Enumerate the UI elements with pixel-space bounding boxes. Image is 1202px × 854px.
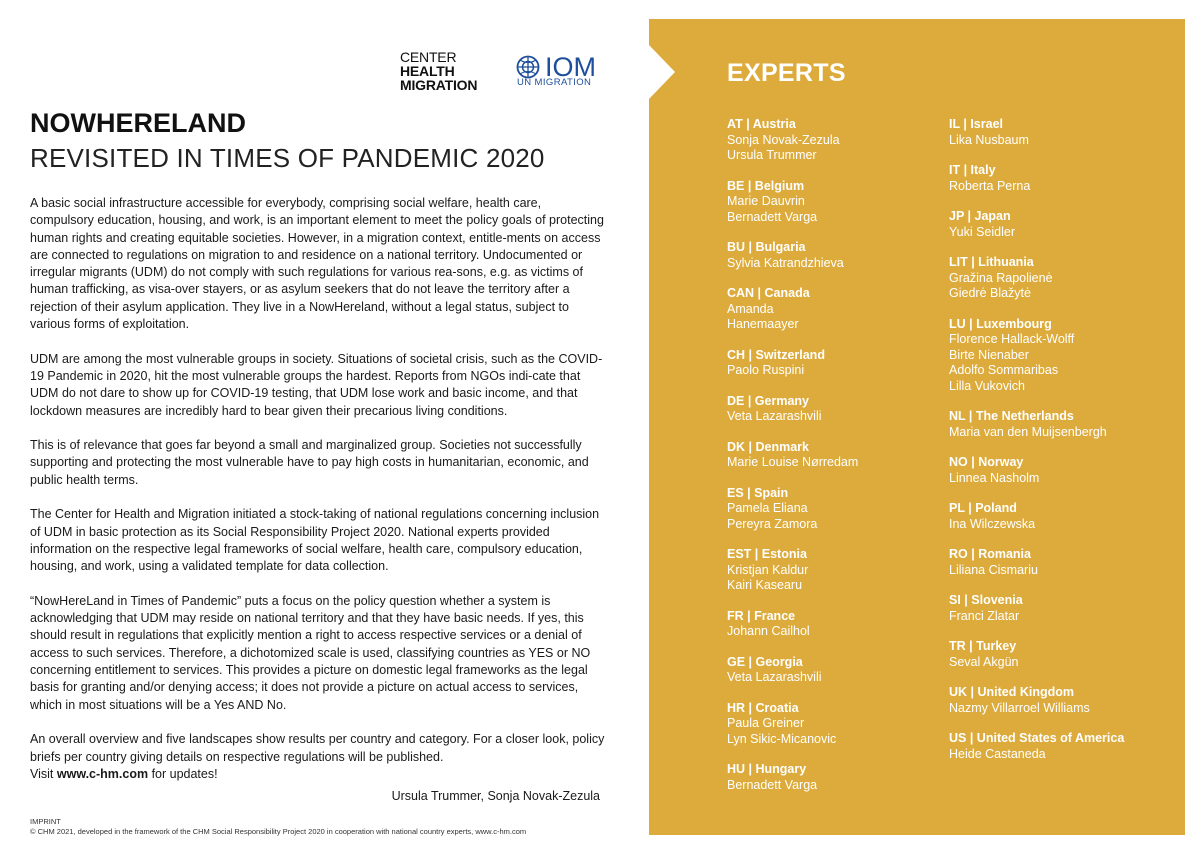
country-name: DK | Denmark bbox=[727, 439, 809, 454]
country-entry bbox=[949, 639, 1169, 670]
expert-name: Lilla Vukovich bbox=[949, 378, 1025, 393]
country-entry bbox=[949, 117, 1169, 148]
expert-name: Lyn Sikic-Micanovic bbox=[727, 731, 837, 746]
paragraph-2: UDM are among the most vulnerable groups in society. Situations of societal crisis, such as the COVID-19 Pandemic in 2020, hit the most vulnerable groups the hardest. Reports from NGOs indi-cate that UDM do not dare to show up for COVID-19 testing, that UDM lose work and basic income, and that lockdown measures are incredibly hard to bear given their precarious living conditions. bbox=[30, 351, 603, 418]
expert-name: Adolfo Sommaribas bbox=[949, 363, 1059, 377]
country-entry bbox=[727, 179, 947, 226]
country-name: JP | Japan bbox=[949, 209, 1011, 223]
country-name: HR | Croatia bbox=[727, 700, 799, 715]
country-entry bbox=[727, 286, 947, 333]
country-name: UK | United Kingdom bbox=[949, 685, 1075, 699]
expert-name: Heide Castaneda bbox=[949, 746, 1046, 761]
paragraph-5: “NowHereLand in Times of Pandemic” puts a focus on the policy question whether a system is acknowledging that UDM may reside on national territory and that they have basic needs. If yes, this should result in regulations that explicitly mention a right to access respective services or a denial of access to such services. Therefore, a dichotomized scale is used, classifying countries as YES or NO concerning entitlement to services. This provides a picture on domestic legal frameworks as the legal basis for granting and/or denying access; it does not provide a picture on actual access to services, which in most situations will be a Yes AND No. bbox=[30, 593, 591, 712]
expert-name: Hanemaayer bbox=[727, 317, 799, 331]
expert-name: Giedrė Blažytė bbox=[949, 286, 1031, 300]
country-name: LU | Luxembourg bbox=[949, 316, 1052, 331]
expert-name: Marie Louise Nørredam bbox=[727, 455, 859, 469]
expert-name: Pereyra Zamora bbox=[727, 516, 818, 531]
body-text bbox=[30, 195, 605, 783]
expert-name: Gražina Rapolienė bbox=[949, 270, 1053, 285]
country-entry bbox=[949, 163, 1169, 194]
country-name: GE | Georgia bbox=[727, 654, 803, 669]
expert-name: Amanda bbox=[727, 301, 774, 316]
expert-name: Bernadett Varga bbox=[727, 209, 818, 224]
country-name: TR | Turkey bbox=[949, 639, 1017, 653]
country-entry bbox=[727, 547, 947, 594]
country-entry bbox=[949, 255, 1169, 302]
country-name: US | United States of America bbox=[949, 731, 1125, 745]
imprint-label: IMPRINT bbox=[30, 817, 61, 826]
expert-name: Kairi Kasearu bbox=[727, 578, 803, 592]
country-name: ES | Spain bbox=[727, 485, 789, 500]
chm-logo-line-1: CENTER bbox=[400, 49, 457, 65]
expert-name: Maria van den Muijsenbergh bbox=[949, 424, 1107, 439]
visit-prefix: Visit bbox=[30, 766, 57, 781]
country-name: EST | Estonia bbox=[727, 547, 807, 561]
country-entry bbox=[727, 394, 947, 425]
country-name: AT | Austria bbox=[727, 117, 796, 131]
expert-name: Pamela Eliana bbox=[727, 501, 808, 515]
experts-column-1 bbox=[727, 117, 947, 808]
expert-name: Roberta Perna bbox=[949, 178, 1031, 193]
paragraph-3: This is of relevance that goes far beyond a small and marginalized group. Societies not successfully supporting and protecting the most vulnerable have to pay high costs in humanitarian, economic, and public health terms. bbox=[30, 438, 589, 487]
country-name: PL | Poland bbox=[949, 501, 1017, 515]
expert-name: Yuki Seidler bbox=[949, 224, 1016, 239]
expert-name: Paula Greiner bbox=[727, 716, 805, 730]
iom-subtitle: UN MIGRATION bbox=[517, 77, 592, 88]
iom-logo bbox=[515, 53, 605, 93]
expert-name: Sonja Novak-Zezula bbox=[727, 132, 840, 147]
un-globe-icon bbox=[515, 55, 541, 79]
country-name: CAN | Canada bbox=[727, 286, 810, 300]
country-name: SI | Slovenia bbox=[949, 593, 1023, 607]
expert-name: Franci Zlatar bbox=[949, 608, 1020, 623]
closing-text: An overall overview and five landscapes show results per country and category. For a closer look, policy briefs per country giving details on respective regulations will be published. bbox=[30, 732, 605, 764]
country-name: BU | Bulgaria bbox=[727, 240, 806, 254]
experts-title: EXPERTS bbox=[727, 59, 846, 87]
country-entry bbox=[727, 440, 947, 471]
country-name: BE | Belgium bbox=[727, 178, 805, 193]
iom-wordmark: IOM bbox=[545, 52, 596, 82]
imprint bbox=[30, 817, 526, 836]
country-entry bbox=[949, 455, 1169, 486]
visit-suffix: for updates! bbox=[148, 766, 218, 781]
country-name: NO | Norway bbox=[949, 455, 1024, 469]
country-entry bbox=[727, 762, 947, 793]
country-entry bbox=[949, 731, 1169, 762]
panel-notch bbox=[649, 45, 675, 99]
experts-column-2 bbox=[949, 117, 1169, 777]
country-entry bbox=[949, 317, 1169, 395]
imprint-text: © CHM 2021, developed in the framework of the CHM Social Responsibility Project 2020 in cooperation with national country experts, www.c-hm.com bbox=[30, 826, 527, 836]
expert-name: Liliana Cismariu bbox=[949, 562, 1038, 577]
expert-name: Ursula Trummer bbox=[727, 148, 817, 162]
expert-name: Florence Hallack-Wolff bbox=[949, 332, 1075, 346]
country-entry bbox=[949, 593, 1169, 624]
authors: Ursula Trummer, Sonja Novak-Zezula bbox=[391, 789, 600, 803]
expert-name: Paolo Ruspini bbox=[727, 363, 805, 377]
country-entry bbox=[727, 240, 947, 271]
country-entry bbox=[727, 609, 947, 640]
country-entry bbox=[949, 685, 1169, 716]
country-name: FR | France bbox=[727, 608, 796, 623]
chm-logo-line-2: HEALTH bbox=[400, 63, 455, 79]
chm-logo bbox=[400, 50, 490, 92]
expert-name: Marie Dauvrin bbox=[727, 194, 805, 208]
expert-name: Lika Nusbaum bbox=[949, 132, 1029, 147]
country-entry bbox=[727, 701, 947, 748]
paragraph-closing bbox=[30, 731, 605, 783]
country-name: IT | Italy bbox=[949, 163, 996, 177]
website-link[interactable]: www.c-hm.com bbox=[56, 766, 149, 781]
expert-name: Sylvia Katrandzhieva bbox=[727, 255, 844, 270]
country-name: NL | The Netherlands bbox=[949, 409, 1074, 423]
country-entry bbox=[727, 117, 947, 164]
country-name: HU | Hungary bbox=[727, 762, 807, 776]
page-title: NOWHERELAND bbox=[30, 108, 246, 138]
expert-name: Seval Akgün bbox=[949, 654, 1019, 669]
country-name: DE | Germany bbox=[727, 393, 810, 408]
expert-name: Birte Nienaber bbox=[949, 347, 1029, 362]
country-entry bbox=[949, 547, 1169, 578]
expert-name: Ina Wilczewska bbox=[949, 516, 1036, 531]
paragraph-4: The Center for Health and Migration initiated a stock-taking of national regulations concerning inclusion of UDM in basic protection as its Social Responsibility Project 2020. National experts provided information on the respective legal frameworks of social welfare, health care, compulsory education, housing, and work, using a validated template for data collection. bbox=[30, 507, 600, 574]
expert-name: Nazmy Villarroel Williams bbox=[949, 700, 1090, 715]
page-subtitle: REVISITED IN TIMES OF PANDEMIC 2020 bbox=[30, 143, 545, 173]
expert-name: Veta Lazarashvili bbox=[727, 409, 822, 423]
expert-name: Bernadett Varga bbox=[727, 777, 818, 792]
paragraph-1: A basic social infrastructure accessible for everybody, comprising social welfare, health care, compulsory education, housing, and work, is an important element to meet the policy goals of protecting human rights and creating equitable societies. However, in a migration context, entitle-ments on access are connected to regulations on migration to and residence on a national territory. Undocumented or irregular migrants (UDM) do not comply with such regulations for various rea-sons, e.g. as victims of human trafficking, as visa-over stayers, or as asylum seekers that do not leave the territory after a rejection of their asylum application. They live in a NowHereland, without a legal status, subject to various forms of exploitation. bbox=[30, 196, 604, 332]
country-entry bbox=[727, 486, 947, 533]
expert-name: Johann Cailhol bbox=[727, 624, 810, 638]
country-entry bbox=[949, 209, 1169, 240]
country-name: RO | Romania bbox=[949, 547, 1031, 561]
country-entry bbox=[949, 501, 1169, 532]
expert-name: Veta Lazarashvili bbox=[727, 670, 822, 684]
chm-logo-line-3: MIGRATION bbox=[400, 77, 478, 93]
expert-name: Kristjan Kaldur bbox=[727, 562, 809, 577]
expert-name: Linnea Nasholm bbox=[949, 470, 1040, 485]
country-name: IL | Israel bbox=[949, 117, 1003, 131]
country-entry bbox=[949, 409, 1169, 440]
country-name: CH | Switzerland bbox=[727, 347, 825, 362]
country-entry bbox=[727, 348, 947, 379]
country-entry bbox=[727, 655, 947, 686]
country-name: LIT | Lithuania bbox=[949, 255, 1034, 269]
